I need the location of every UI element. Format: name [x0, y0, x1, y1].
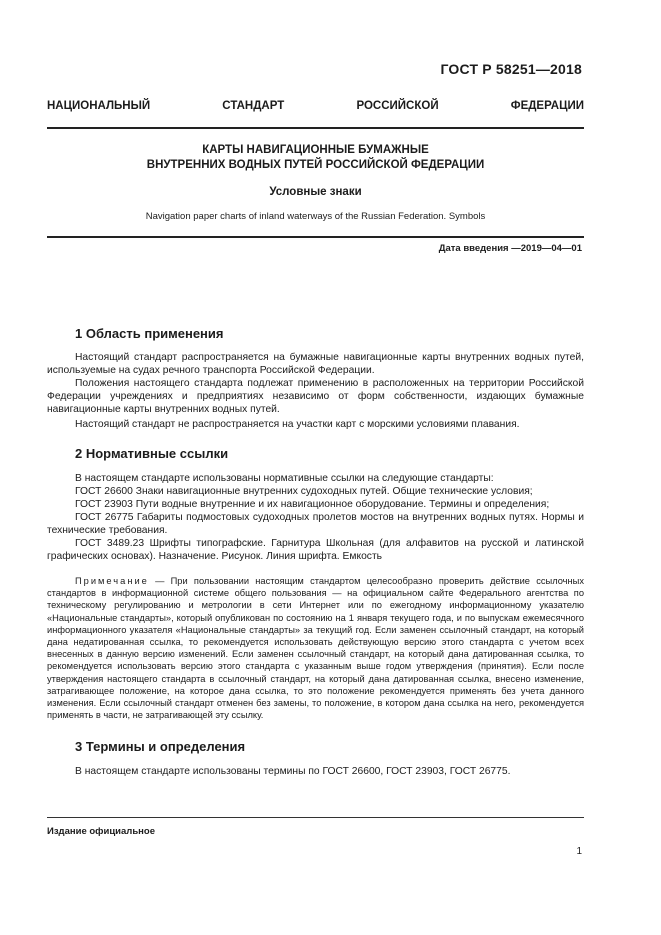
section-2-body: [47, 472, 584, 563]
document-title: [47, 143, 584, 173]
note-text: — При пользовании настоящим стандартом целесообразно проверить действие ссылочных стандартов в информационной системе общего пользования — на официальном сайте Федерального агентства по техническому регулированию и метрологии в сети Интернет или по ежегодному информационному указателю «Национальные стандарты», который опубликован по состоянию на 1 января текущего года, и по выпускам ежемесячного информационного указателя «Национальные стандарты» за текущий год. Если заменен ссылочный стандарт, на который дана недатированная ссылка, то рекомендуется использовать действующую версию этого стандарта с учетом всех внесенных в данную версию изменений. Если заменен ссылочный стандарт, на который дана датированная ссылка, то рекомендуется использовать версию этого стандарта с указанным выше годом утверждения (принятия). Если после утверждения настоящего стандарта в ссылочный стандарт, на который дана датированная ссылка, внесено изменение, затрагивающее положение, на которое дана ссылка, то это положение рекомендуется применять без учета данного изменения. Если ссылочный стандарт отменен без замены, то положение, в котором дана ссылка на него, рекомендуется применять в части, не затрагивающей эту ссылку.: [47, 576, 584, 721]
paragraph: Положения настоящего стандарта подлежат применению в расположенных на территории Российской Федерации учреждениях и предприятиях независимо от форм собственности, издающих бумажные навигационные карты внутренних водных путей.: [47, 378, 584, 415]
title-line-1: КАРТЫ НАВИГАЦИОННЫЕ БУМАЖНЫЕ: [202, 144, 429, 156]
section-1-body: [47, 351, 584, 431]
paragraph: Настоящий стандарт не распространяется на участки карт с морскими условиями плавания.: [75, 419, 520, 430]
section-3-body: [47, 765, 584, 778]
paragraph: Настоящий стандарт распространяется на бумажные навигационные карты внутренних водных путей, используемые на судах речного транспорта Российской Федерации.: [47, 352, 584, 376]
page-number: 1: [576, 846, 582, 857]
national-standard-banner: НАЦИОНАЛЬНЫЙ СТАНДАРТ РОССИЙСКОЙ ФЕДЕРАЦИИ: [47, 100, 584, 112]
standard-code: ГОСТ Р 58251—2018: [440, 61, 582, 77]
note-label: Примечание: [75, 576, 149, 586]
title-rule: [47, 236, 584, 238]
reference-item: ГОСТ 26775 Габариты подмостовых судоходных пролетов мостов на внутренних водных путях. Нормы и технические требования.: [47, 512, 584, 536]
reference-item: ГОСТ 23903 Пути водные внутренние и их навигационное оборудование. Термины и определения;: [75, 499, 550, 510]
paragraph: В настоящем стандарте использованы нормативные ссылки на следующие стандарты:: [75, 473, 494, 484]
introduction-date: Дата введения —2019—04—01: [438, 243, 582, 254]
section-3-heading: 3 Термины и определения: [75, 739, 246, 754]
english-title: Navigation paper charts of inland waterways of the Russian Federation. Symbols: [145, 211, 486, 222]
header-rule: [47, 127, 584, 129]
document-subtitle: Условные знаки: [269, 186, 362, 198]
paragraph: В настоящем стандарте использованы термины по ГОСТ 26600, ГОСТ 23903, ГОСТ 26775.: [75, 766, 511, 777]
section-2-heading: 2 Нормативные ссылки: [75, 446, 229, 461]
section-1-heading: 1 Область применения: [75, 326, 224, 341]
note-block: [47, 575, 584, 721]
official-edition-label: Издание официальное: [47, 826, 155, 837]
title-line-2: ВНУТРЕННИХ ВОДНЫХ ПУТЕЙ РОССИЙСКОЙ ФЕДЕРАЦИИ: [146, 159, 485, 171]
reference-item: ГОСТ 3489.23 Шрифты типографские. Гарнитура Школьная (для алфавитов на русской и латинской графических основах). Назначение. Рисунок. Линия шрифта. Емкость: [47, 538, 584, 562]
reference-item: ГОСТ 26600 Знаки навигационные внутренних судоходных путей. Общие технические условия;: [75, 486, 533, 497]
footer-rule: [47, 817, 584, 818]
